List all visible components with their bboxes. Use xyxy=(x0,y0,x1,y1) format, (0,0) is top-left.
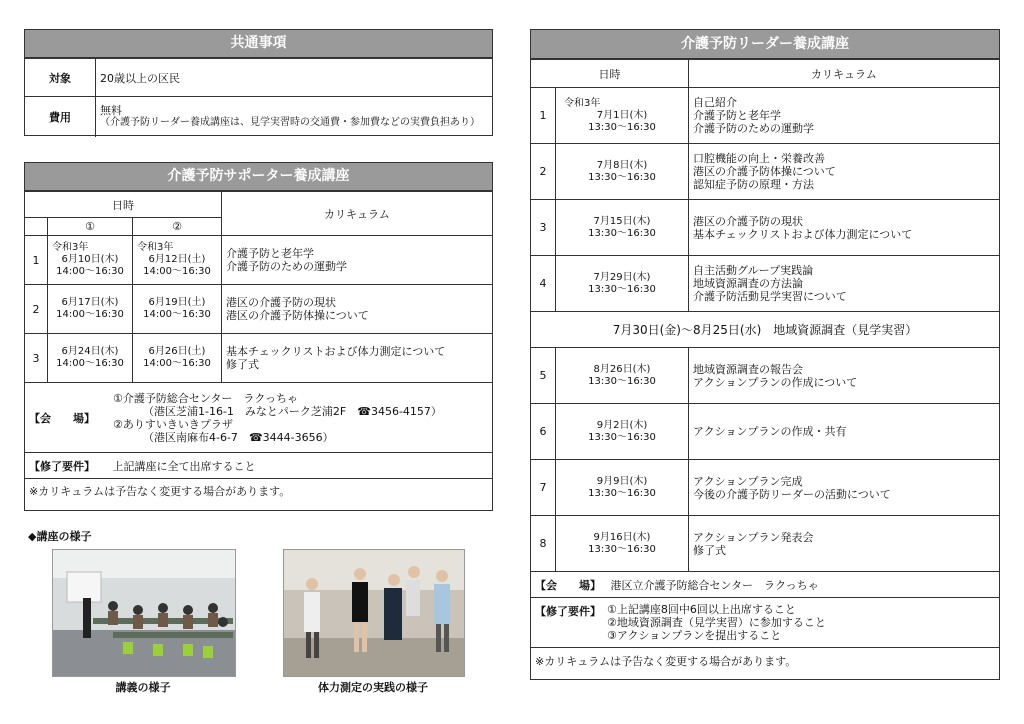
requirement-label: 【修了要件】 xyxy=(29,459,95,473)
row-number: 6 xyxy=(531,404,556,460)
table-row xyxy=(25,334,492,383)
supporter-panel xyxy=(24,162,493,511)
venue1-address: （港区芝浦1-16-1 みなとパーク芝浦2F xyxy=(143,404,347,418)
supporter-requirement xyxy=(25,453,492,479)
time: 14:00〜16:30 xyxy=(143,358,211,369)
venue2-address: （港区南麻布4-6-7 xyxy=(143,430,238,444)
row-number: 8 xyxy=(531,516,556,572)
time: 13:30〜16:30 xyxy=(588,121,656,133)
lecture-photo xyxy=(52,549,236,677)
common-title: 共通事項 xyxy=(25,30,492,58)
fitness-caption: 体力測定の実践の様子 xyxy=(318,681,428,694)
curriculum-item: 口腔機能の向上・栄養改善 xyxy=(693,152,825,165)
photos-heading: ◆講座の様子 xyxy=(28,530,92,543)
venue1-name: ①介護予防総合センター ラクっちゃ xyxy=(113,391,298,405)
row-number: 1 xyxy=(531,88,556,144)
time: 13:30〜16:30 xyxy=(588,375,656,387)
curriculum-item: 港区の介護予防の現状 xyxy=(693,214,803,228)
curriculum-item: 地域資源調査の報告会 xyxy=(693,362,803,376)
era: 令和3年 xyxy=(137,242,174,253)
fee-cell xyxy=(96,97,493,137)
time: 14:00〜16:30 xyxy=(56,358,124,369)
curriculum-item: アクションプラン発表会 xyxy=(693,530,814,544)
leader-venue xyxy=(531,572,999,598)
curriculum-item: 港区の介護予防体操について xyxy=(226,309,369,322)
table-row xyxy=(531,144,999,200)
table-row xyxy=(531,200,999,256)
date: 8月26日(木) xyxy=(593,363,651,375)
curriculum-item: アクションプラン完成 xyxy=(693,474,803,488)
curriculum-item: 介護予防のための運動学 xyxy=(226,260,347,273)
leader-panel xyxy=(530,29,1000,680)
leader-curriculum-header: カリキュラム xyxy=(689,60,1000,88)
fee-label: 費用 xyxy=(25,97,96,137)
venue2-tel: ☎3444-3656） xyxy=(248,430,334,444)
row-number: 3 xyxy=(531,200,556,256)
date: 6月12日(土) xyxy=(148,254,206,265)
table-row xyxy=(531,460,999,516)
supporter-note: ※カリキュラムは予告なく変更する場合があります。 xyxy=(25,479,492,504)
target-value: 20歳以上の区民 xyxy=(96,59,493,97)
leader-note: ※カリキュラムは予告なく変更する場合があります。 xyxy=(531,648,999,674)
time: 14:00〜16:30 xyxy=(143,309,211,320)
time: 14:00〜16:30 xyxy=(56,309,124,320)
curriculum-item: 港区の介護予防の現状 xyxy=(226,296,336,309)
curriculum-item: 地域資源調査の方法論 xyxy=(693,277,803,290)
table-row xyxy=(531,88,999,144)
table-row xyxy=(531,516,999,572)
curriculum-item: 基本チェックリストおよび体力測定について xyxy=(693,227,913,241)
supporter-date-header: 日時 xyxy=(25,192,222,218)
date: 7月15日(木) xyxy=(593,215,651,227)
row-number: 4 xyxy=(531,256,556,312)
curriculum-item: アクションプランの作成・共有 xyxy=(693,425,847,438)
requirement-label: 【修了要件】 xyxy=(535,605,601,618)
curriculum-item: 修了式 xyxy=(693,543,726,557)
time: 14:00〜16:30 xyxy=(56,266,124,277)
requirement-value: 上記講座に全て出席すること xyxy=(112,459,256,473)
curriculum-item: 介護予防と老年学 xyxy=(693,109,781,122)
leader-title: 介護予防リーダー養成講座 xyxy=(531,30,999,59)
table-row xyxy=(25,285,492,334)
time: 13:30〜16:30 xyxy=(588,431,656,443)
common-panel xyxy=(24,29,493,136)
date: 7月29日(木) xyxy=(593,271,651,283)
row-number: 5 xyxy=(531,348,556,404)
curriculum-item: 認知症予防の原理・方法 xyxy=(693,178,814,191)
leader-date-header: 日時 xyxy=(531,60,689,88)
curriculum-item: 自主活動グループ実践論 xyxy=(693,264,814,277)
table-row xyxy=(531,256,999,312)
row-number: 2 xyxy=(531,144,556,200)
requirement-item: ③アクションプランを提出すること xyxy=(607,629,782,642)
curriculum-item: 介護予防のための運動学 xyxy=(693,122,814,135)
supporter-col2: ② xyxy=(133,218,222,236)
time: 13:30〜16:30 xyxy=(588,171,656,183)
row-number: 2 xyxy=(25,285,48,334)
survey-period: 7月30日(金)〜8月25日(水) 地域資源調査（見学実習） xyxy=(531,312,999,348)
time: 13:30〜16:30 xyxy=(588,487,656,499)
table-row xyxy=(531,348,999,404)
date: 9月16日(木) xyxy=(593,531,651,543)
leader-requirement xyxy=(531,598,999,648)
fitness-photo xyxy=(283,549,465,677)
date: 9月9日(木) xyxy=(596,475,648,487)
table-row xyxy=(531,404,999,460)
date: 6月10日(木) xyxy=(61,254,119,265)
date: 6月19日(土) xyxy=(148,297,206,308)
venue-label: 【会 場】 xyxy=(535,578,601,592)
date: 6月24日(木) xyxy=(61,346,119,357)
curriculum-item: 今後の介護予防リーダーの活動について xyxy=(693,487,891,501)
curriculum-item: 基本チェックリストおよび体力測定について xyxy=(226,345,446,358)
curriculum-item: 港区の介護予防体操について xyxy=(693,165,836,178)
time: 13:30〜16:30 xyxy=(588,543,656,555)
venue2-name: ②ありすいきいきプラザ xyxy=(113,417,233,431)
supporter-curriculum-header: カリキュラム xyxy=(222,192,493,236)
row-number: 3 xyxy=(25,334,48,383)
venue-label: 【会 場】 xyxy=(29,411,95,425)
date: 6月26日(土) xyxy=(148,346,206,357)
lecture-caption: 講義の様子 xyxy=(115,681,171,694)
curriculum-item: 自己紹介 xyxy=(693,96,737,109)
row-number: 1 xyxy=(25,236,48,285)
date: 9月2日(木) xyxy=(596,419,648,431)
date: 6月17日(木) xyxy=(61,297,119,308)
fee-note: （介護予防リーダー養成講座は、見学実習時の交通費・参加費などの実費負担あり） xyxy=(100,117,480,129)
date: 7月8日(木) xyxy=(596,159,648,171)
date: 7月1日(木) xyxy=(596,109,648,121)
curriculum-item: 修了式 xyxy=(226,358,259,371)
curriculum-item: 介護予防と老年学 xyxy=(226,247,314,260)
curriculum-item: 介護予防活動見学実習について xyxy=(693,290,847,303)
time: 13:30〜16:30 xyxy=(588,283,656,295)
time: 13:30〜16:30 xyxy=(588,227,656,239)
supporter-col1: ① xyxy=(48,218,133,236)
table-row xyxy=(25,236,492,285)
requirement-item: ②地域資源調査（見学実習）に参加すること xyxy=(607,616,826,629)
venue1-tel: ☎3456-4157） xyxy=(357,404,442,418)
requirement-item: ①上記講座8回中6回以上出席すること xyxy=(607,603,796,616)
venue-value: 港区立介護予防総合センター ラクっちゃ xyxy=(610,578,819,592)
time: 14:00〜16:30 xyxy=(143,266,211,277)
supporter-venue xyxy=(25,383,492,453)
target-label: 対象 xyxy=(25,59,96,97)
fee-value: 無料 xyxy=(100,104,122,118)
era: 令和3年 xyxy=(52,242,89,253)
row-number: 7 xyxy=(531,460,556,516)
supporter-title: 介護予防サポーター養成講座 xyxy=(25,163,492,191)
era: 令和3年 xyxy=(564,97,601,109)
curriculum-item: アクションプランの作成について xyxy=(693,375,858,389)
